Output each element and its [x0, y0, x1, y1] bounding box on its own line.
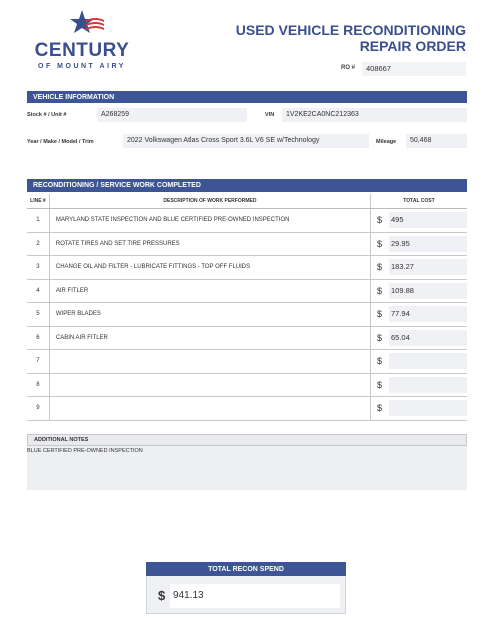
- work-description-field[interactable]: ROTATE TIRES AND SET TIRE PRESSURES: [49, 232, 370, 256]
- work-row: [27, 256, 467, 280]
- work-row: [27, 209, 467, 233]
- work-completed-header: RECONDITIONING / SERVICE WORK COMPLETED: [27, 179, 467, 192]
- vin-field[interactable]: 1V2KE2CA0NC212363: [282, 108, 467, 122]
- ro-number-field[interactable]: 408667: [362, 62, 466, 76]
- cost-field[interactable]: [389, 377, 467, 393]
- cost-field[interactable]: [389, 353, 467, 369]
- work-row: [27, 303, 467, 327]
- line-number: 1: [27, 209, 49, 233]
- cost-field[interactable]: 495: [389, 212, 467, 228]
- document-title: USED VEHICLE RECONDITIONING REPAIR ORDER: [235, 22, 466, 54]
- cost-cell: [371, 256, 468, 280]
- currency-symbol: $: [377, 238, 383, 249]
- work-table: [27, 194, 467, 421]
- work-description-field[interactable]: MARYLAND STATE INSPECTION AND BLUE CERTIFIED PRE-OWNED INSPECTION: [49, 209, 370, 233]
- notes-field[interactable]: BLUE CERTIFIED PRE-OWNED INSPECTION: [27, 446, 467, 490]
- currency-symbol: $: [377, 215, 383, 226]
- cost-cell: [371, 397, 468, 421]
- line-number: 4: [27, 279, 49, 303]
- line-number: 7: [27, 350, 49, 374]
- cost-field[interactable]: [389, 400, 467, 416]
- work-description-field[interactable]: CABIN AIR FITLER: [49, 326, 370, 350]
- currency-symbol: $: [377, 332, 383, 343]
- work-row: [27, 232, 467, 256]
- work-description-field[interactable]: [49, 350, 370, 374]
- col-cost-header: TOTAL COST: [371, 194, 468, 209]
- brand-subtitle: OF MOUNT AIRY: [38, 63, 126, 70]
- logo-star-icon: [70, 10, 94, 33]
- currency-symbol: $: [377, 285, 383, 296]
- currency-symbol: $: [377, 309, 383, 320]
- work-description-field[interactable]: AIR FITLER: [49, 279, 370, 303]
- vehicle-info-header: VEHICLE INFORMATION: [27, 91, 467, 103]
- cost-cell: [371, 232, 468, 256]
- ro-label: RO #: [341, 65, 356, 71]
- line-number: 3: [27, 256, 49, 280]
- work-row: [27, 279, 467, 303]
- mileage-field[interactable]: 50,468: [406, 134, 467, 148]
- ymm-label: Year / Make / Model / Trim: [27, 139, 94, 145]
- currency-symbol: $: [377, 356, 383, 367]
- mileage-label: Mileage: [376, 139, 397, 145]
- cost-cell: [371, 326, 468, 350]
- work-description-field[interactable]: CHANGE OIL AND FILTER - LUBRICATE FITTINGS - TOP OFF FLUIDS: [49, 256, 370, 280]
- stock-label: Stock # / Unit #: [27, 112, 67, 118]
- cost-cell: [371, 350, 468, 374]
- cost-cell: [371, 303, 468, 327]
- brand-name: CENTURY: [34, 40, 130, 61]
- col-desc-header: DESCRIPTION OF WORK PERFORMED: [49, 194, 370, 209]
- work-description-field[interactable]: [49, 373, 370, 397]
- cost-cell: [371, 373, 468, 397]
- currency-symbol: $: [377, 262, 383, 273]
- cost-field[interactable]: 29.95: [389, 236, 467, 252]
- line-number: 8: [27, 373, 49, 397]
- work-row: [27, 373, 467, 397]
- cost-field[interactable]: 109.88: [389, 283, 467, 299]
- work-row: [27, 397, 467, 421]
- work-description-field[interactable]: [49, 397, 370, 421]
- cost-cell: [371, 209, 468, 233]
- work-description-field[interactable]: WIPER BLADES: [49, 303, 370, 327]
- work-row: [27, 326, 467, 350]
- cost-field[interactable]: 65.04: [389, 330, 467, 346]
- notes-header: ADDITIONAL NOTES: [27, 434, 467, 446]
- col-line-header: LINE #: [27, 194, 49, 209]
- line-number: 6: [27, 326, 49, 350]
- currency-symbol: $: [377, 403, 383, 414]
- ymm-field[interactable]: 2022 Volkswagen Atlas Cross Sport 3.6L V6 SE w/Technology: [123, 134, 369, 148]
- line-number: 9: [27, 397, 49, 421]
- vin-label: VIN: [265, 112, 275, 118]
- line-number: 5: [27, 303, 49, 327]
- cost-field[interactable]: 183.27: [389, 259, 467, 275]
- total-field[interactable]: 941.13: [170, 584, 340, 608]
- currency-symbol: $: [377, 379, 383, 390]
- stock-field[interactable]: A268259: [97, 108, 247, 122]
- work-row: [27, 350, 467, 374]
- total-currency: $: [158, 588, 166, 603]
- cost-cell: [371, 279, 468, 303]
- line-number: 2: [27, 232, 49, 256]
- total-header: TOTAL RECON SPEND: [146, 562, 346, 576]
- cost-field[interactable]: 77.94: [389, 306, 467, 322]
